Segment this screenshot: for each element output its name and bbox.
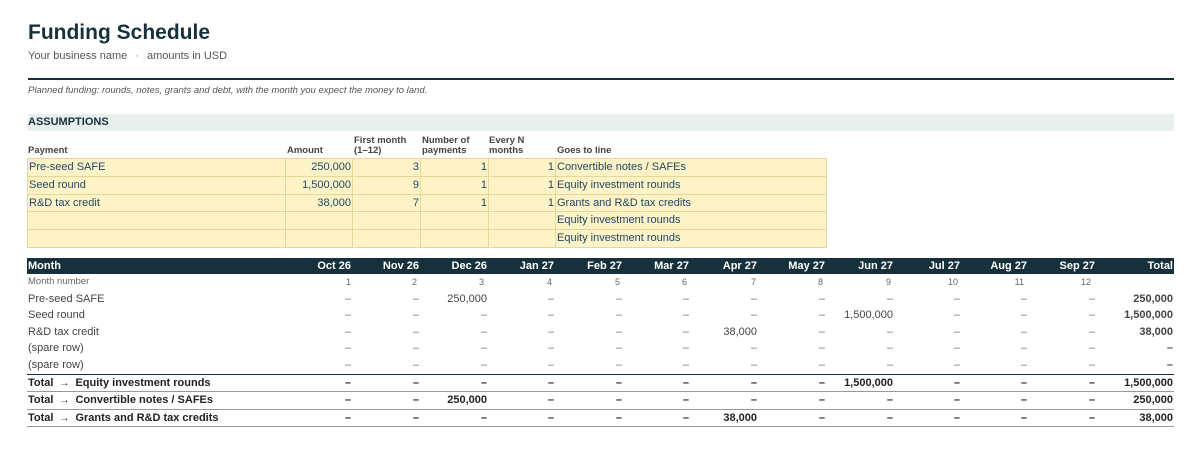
col-header-first-month-line1: First month bbox=[354, 135, 407, 146]
total-cell: – bbox=[953, 394, 960, 407]
month-number: 9 bbox=[885, 277, 891, 287]
schedule-cell: – bbox=[953, 325, 960, 338]
total-cell: – bbox=[818, 394, 825, 407]
every-n-months-input[interactable]: 1 bbox=[489, 195, 556, 212]
schedule-cell: – bbox=[682, 358, 689, 371]
total-cell: – bbox=[344, 411, 351, 424]
schedule-row bbox=[27, 357, 1174, 374]
total-cell: – bbox=[547, 376, 554, 389]
total-cell: – bbox=[412, 394, 419, 407]
total-cell: – bbox=[1020, 394, 1027, 407]
schedule-cell: – bbox=[615, 325, 622, 338]
total-cell: – bbox=[1020, 411, 1027, 424]
page-subtitle bbox=[28, 50, 227, 62]
total-prefix: Total bbox=[28, 411, 54, 424]
schedule-row bbox=[27, 291, 1174, 308]
number-of-payments-input[interactable]: 1 bbox=[421, 195, 489, 212]
page-title: Funding Schedule bbox=[28, 21, 210, 44]
total-cell: 38,000 bbox=[723, 411, 757, 424]
schedule-cell: – bbox=[1020, 342, 1027, 355]
schedule-cell: – bbox=[886, 292, 893, 305]
header-rule bbox=[28, 78, 1174, 80]
first-month-input[interactable]: 7 bbox=[353, 195, 421, 212]
schedule-cell: – bbox=[344, 342, 351, 355]
total-cell: – bbox=[1088, 411, 1095, 424]
schedule-cell: – bbox=[344, 325, 351, 338]
month-number: 12 bbox=[1080, 277, 1091, 287]
goes-to-line-select[interactable]: Equity investment rounds bbox=[556, 212, 827, 229]
subtitle-separator: · bbox=[135, 50, 139, 62]
total-cell: – bbox=[412, 411, 419, 424]
schedule-cell: – bbox=[412, 292, 419, 305]
schedule-cell: – bbox=[682, 325, 689, 338]
schedule-row-label: Seed round bbox=[28, 309, 85, 322]
schedule-row-label: Pre-seed SAFE bbox=[28, 292, 105, 305]
month-number: 10 bbox=[947, 277, 958, 287]
schedule-cell: – bbox=[682, 342, 689, 355]
first-month-input[interactable] bbox=[353, 230, 421, 247]
goes-to-line-select[interactable]: Equity investment rounds bbox=[556, 177, 827, 194]
month-header: Sep 27 bbox=[1059, 260, 1095, 272]
schedule-header-row bbox=[27, 258, 1174, 274]
month-number: 5 bbox=[614, 277, 620, 287]
schedule-cell: – bbox=[750, 342, 757, 355]
number-of-payments-input[interactable]: 1 bbox=[421, 177, 489, 194]
row-total: 1,500,000 bbox=[1124, 309, 1173, 322]
schedule-cell: – bbox=[818, 309, 825, 322]
total-cell: – bbox=[615, 376, 622, 389]
schedule-row bbox=[27, 324, 1174, 341]
month-header: Feb 27 bbox=[587, 260, 622, 272]
schedule-cell: – bbox=[1020, 358, 1027, 371]
assumption-row bbox=[27, 230, 827, 248]
arrow-icon: → bbox=[59, 412, 70, 424]
every-n-months-input[interactable]: 1 bbox=[489, 159, 556, 176]
assumption-row bbox=[27, 195, 827, 213]
row-total: – bbox=[1166, 358, 1173, 371]
amount-input[interactable]: 38,000 bbox=[286, 195, 353, 212]
payment-input[interactable]: Seed round bbox=[27, 177, 286, 194]
month-header: Jan 27 bbox=[519, 260, 554, 272]
month-number-label: Month number bbox=[28, 276, 90, 287]
schedule-cell: – bbox=[818, 358, 825, 371]
schedule-cell: – bbox=[750, 292, 757, 305]
schedule-cell: – bbox=[818, 342, 825, 355]
schedule-cell: – bbox=[1088, 342, 1095, 355]
payment-input[interactable] bbox=[27, 212, 286, 229]
total-prefix: Total bbox=[28, 394, 54, 407]
line-grand-total: 38,000 bbox=[1139, 411, 1173, 424]
every-n-months-input[interactable] bbox=[489, 212, 556, 229]
schedule-cell: – bbox=[953, 358, 960, 371]
total-line-name: Equity investment rounds bbox=[75, 376, 211, 389]
arrow-icon: → bbox=[59, 395, 70, 407]
month-header: Mar 27 bbox=[654, 260, 689, 272]
total-cell: – bbox=[344, 394, 351, 407]
schedule-row-label: (spare row) bbox=[28, 342, 84, 355]
schedule-cell: – bbox=[412, 325, 419, 338]
schedule-cell: – bbox=[344, 309, 351, 322]
schedule-cell: – bbox=[1020, 325, 1027, 338]
total-cell: – bbox=[886, 411, 893, 424]
col-header-every-line1: Every N bbox=[489, 135, 525, 146]
month-header: Jun 27 bbox=[858, 260, 893, 272]
schedule-cell: – bbox=[547, 325, 554, 338]
schedule-cell: – bbox=[547, 292, 554, 305]
total-cell: – bbox=[750, 376, 757, 389]
total-cell: – bbox=[1020, 376, 1027, 389]
total-cell: – bbox=[615, 394, 622, 407]
schedule-cell: – bbox=[480, 309, 487, 322]
assumptions-section-title: ASSUMPTIONS bbox=[28, 116, 109, 128]
col-header-number-line2: payments bbox=[422, 145, 467, 156]
total-cell: – bbox=[682, 411, 689, 424]
every-n-months-input[interactable] bbox=[489, 230, 556, 247]
line-total-row bbox=[27, 374, 1174, 393]
number-of-payments-input[interactable] bbox=[421, 230, 489, 247]
total-cell: – bbox=[953, 376, 960, 389]
schedule-cell: – bbox=[344, 358, 351, 371]
schedule-cell: – bbox=[682, 292, 689, 305]
schedule-table bbox=[27, 258, 1174, 427]
col-header-number-line1: Number of bbox=[422, 135, 470, 146]
total-cell: – bbox=[818, 411, 825, 424]
schedule-cell: – bbox=[480, 325, 487, 338]
schedule-cell: – bbox=[1088, 292, 1095, 305]
month-header: May 27 bbox=[788, 260, 825, 272]
schedule-cell: – bbox=[615, 309, 622, 322]
col-header-every-n-months bbox=[489, 136, 524, 156]
schedule-cell: – bbox=[953, 342, 960, 355]
schedule-cell: – bbox=[412, 309, 419, 322]
month-header: Aug 27 bbox=[990, 260, 1027, 272]
total-cell: – bbox=[682, 376, 689, 389]
month-number: 3 bbox=[478, 277, 484, 287]
schedule-cell: 250,000 bbox=[447, 292, 487, 305]
schedule-cell: – bbox=[480, 342, 487, 355]
line-total-label bbox=[28, 410, 219, 428]
schedule-cell: – bbox=[750, 309, 757, 322]
month-number: 1 bbox=[345, 277, 351, 287]
row-total: – bbox=[1166, 342, 1173, 355]
total-cell: 250,000 bbox=[447, 394, 487, 407]
line-total-label bbox=[28, 375, 211, 393]
payment-input[interactable]: Pre-seed SAFE bbox=[27, 159, 286, 176]
col-header-payment: Payment bbox=[28, 145, 68, 156]
total-cell: – bbox=[547, 411, 554, 424]
schedule-cell: – bbox=[1088, 325, 1095, 338]
number-of-payments-input[interactable]: 1 bbox=[421, 159, 489, 176]
month-header: Apr 27 bbox=[722, 260, 757, 272]
business-name[interactable]: Your business name bbox=[28, 50, 128, 62]
total-cell: 1,500,000 bbox=[844, 376, 893, 389]
month-number: 11 bbox=[1014, 277, 1024, 287]
first-month-input[interactable]: 3 bbox=[353, 159, 421, 176]
schedule-row-label: (spare row) bbox=[28, 358, 84, 371]
line-grand-total: 250,000 bbox=[1133, 394, 1173, 407]
schedule-cell: – bbox=[547, 342, 554, 355]
total-line-name: Convertible notes / SAFEs bbox=[75, 394, 213, 407]
schedule-cell: – bbox=[412, 342, 419, 355]
month-number: 2 bbox=[411, 277, 417, 287]
schedule-cell: – bbox=[615, 342, 622, 355]
assumption-row bbox=[27, 212, 827, 230]
col-header-number-of-payments bbox=[422, 136, 470, 156]
assumptions-table bbox=[27, 158, 827, 248]
schedule-cell: – bbox=[1088, 358, 1095, 371]
schedule-cell: – bbox=[412, 358, 419, 371]
schedule-cell: – bbox=[547, 358, 554, 371]
col-header-goes-to-line: Goes to line bbox=[557, 145, 612, 156]
schedule-cell: – bbox=[1020, 309, 1027, 322]
total-cell: – bbox=[344, 376, 351, 389]
amount-input[interactable]: 250,000 bbox=[286, 159, 353, 176]
total-cell: – bbox=[750, 394, 757, 407]
schedule-cell: – bbox=[818, 292, 825, 305]
schedule-cell: 1,500,000 bbox=[844, 309, 893, 322]
schedule-cell: – bbox=[615, 292, 622, 305]
schedule-cell: – bbox=[818, 325, 825, 338]
amount-input[interactable] bbox=[286, 230, 353, 247]
line-total-row bbox=[27, 410, 1174, 428]
month-number: 8 bbox=[817, 277, 823, 287]
month-header: Nov 26 bbox=[382, 260, 419, 272]
month-number: 7 bbox=[750, 277, 756, 287]
total-cell: – bbox=[412, 376, 419, 389]
total-cell: – bbox=[1088, 376, 1095, 389]
total-column-header: Total bbox=[1147, 260, 1173, 272]
arrow-icon: → bbox=[59, 377, 70, 389]
schedule-row bbox=[27, 307, 1174, 324]
schedule-cell: – bbox=[953, 292, 960, 305]
number-of-payments-input[interactable] bbox=[421, 212, 489, 229]
amount-input[interactable] bbox=[286, 212, 353, 229]
schedule-cell: – bbox=[750, 358, 757, 371]
amount-input[interactable]: 1,500,000 bbox=[286, 177, 353, 194]
month-column-header: Month bbox=[28, 260, 61, 272]
schedule-row bbox=[27, 340, 1174, 357]
page-description: Planned funding: rounds, notes, grants and debt, with the month you expect the money to land. bbox=[28, 85, 428, 96]
goes-to-line-select[interactable]: Equity investment rounds bbox=[556, 230, 827, 247]
schedule-cell: – bbox=[886, 342, 893, 355]
currency-units: amounts in USD bbox=[146, 50, 228, 62]
row-total: 38,000 bbox=[1139, 325, 1173, 338]
total-cell: – bbox=[682, 394, 689, 407]
assumptions-section-header bbox=[28, 114, 1174, 131]
schedule-cell: – bbox=[615, 358, 622, 371]
schedule-cell: – bbox=[480, 358, 487, 371]
schedule-cell: – bbox=[886, 358, 893, 371]
total-cell: – bbox=[818, 376, 825, 389]
schedule-row-label: R&D tax credit bbox=[28, 325, 99, 338]
schedule-cell: – bbox=[886, 325, 893, 338]
month-number: 4 bbox=[546, 277, 552, 287]
month-header: Oct 26 bbox=[317, 260, 351, 272]
total-line-name: Grants and R&D tax credits bbox=[75, 411, 219, 424]
payment-input[interactable]: R&D tax credit bbox=[27, 195, 286, 212]
month-number-row bbox=[27, 274, 1174, 291]
total-cell: – bbox=[547, 394, 554, 407]
schedule-cell: – bbox=[1088, 309, 1095, 322]
total-cell: – bbox=[480, 376, 487, 389]
row-total: 250,000 bbox=[1133, 292, 1173, 305]
line-total-row bbox=[27, 392, 1174, 410]
assumption-row bbox=[27, 158, 827, 177]
first-month-input[interactable]: 9 bbox=[353, 177, 421, 194]
schedule-cell: – bbox=[547, 309, 554, 322]
total-cell: – bbox=[886, 394, 893, 407]
total-prefix: Total bbox=[28, 376, 54, 389]
month-header: Dec 26 bbox=[451, 260, 487, 272]
total-cell: – bbox=[1088, 394, 1095, 407]
total-cell: – bbox=[480, 411, 487, 424]
assumption-row bbox=[27, 177, 827, 195]
schedule-cell: – bbox=[682, 309, 689, 322]
payment-input[interactable] bbox=[27, 230, 286, 247]
goes-to-line-select[interactable]: Convertible notes / SAFEs bbox=[556, 159, 827, 176]
col-header-first-month bbox=[354, 136, 406, 156]
total-cell: – bbox=[953, 411, 960, 424]
schedule-cell: – bbox=[953, 309, 960, 322]
schedule-cell: – bbox=[344, 292, 351, 305]
line-grand-total: 1,500,000 bbox=[1124, 376, 1173, 389]
every-n-months-input[interactable]: 1 bbox=[489, 177, 556, 194]
month-number: 6 bbox=[681, 277, 687, 287]
schedule-cell: – bbox=[1020, 292, 1027, 305]
col-header-amount: Amount bbox=[287, 145, 323, 156]
total-cell: – bbox=[615, 411, 622, 424]
first-month-input[interactable] bbox=[353, 212, 421, 229]
schedule-cell: 38,000 bbox=[723, 325, 757, 338]
goes-to-line-select[interactable]: Grants and R&D tax credits bbox=[556, 195, 827, 212]
line-total-label bbox=[28, 392, 213, 410]
col-header-first-month-line2: (1–12) bbox=[354, 145, 382, 156]
col-header-every-line2: months bbox=[489, 145, 524, 156]
month-header: Jul 27 bbox=[928, 260, 960, 272]
